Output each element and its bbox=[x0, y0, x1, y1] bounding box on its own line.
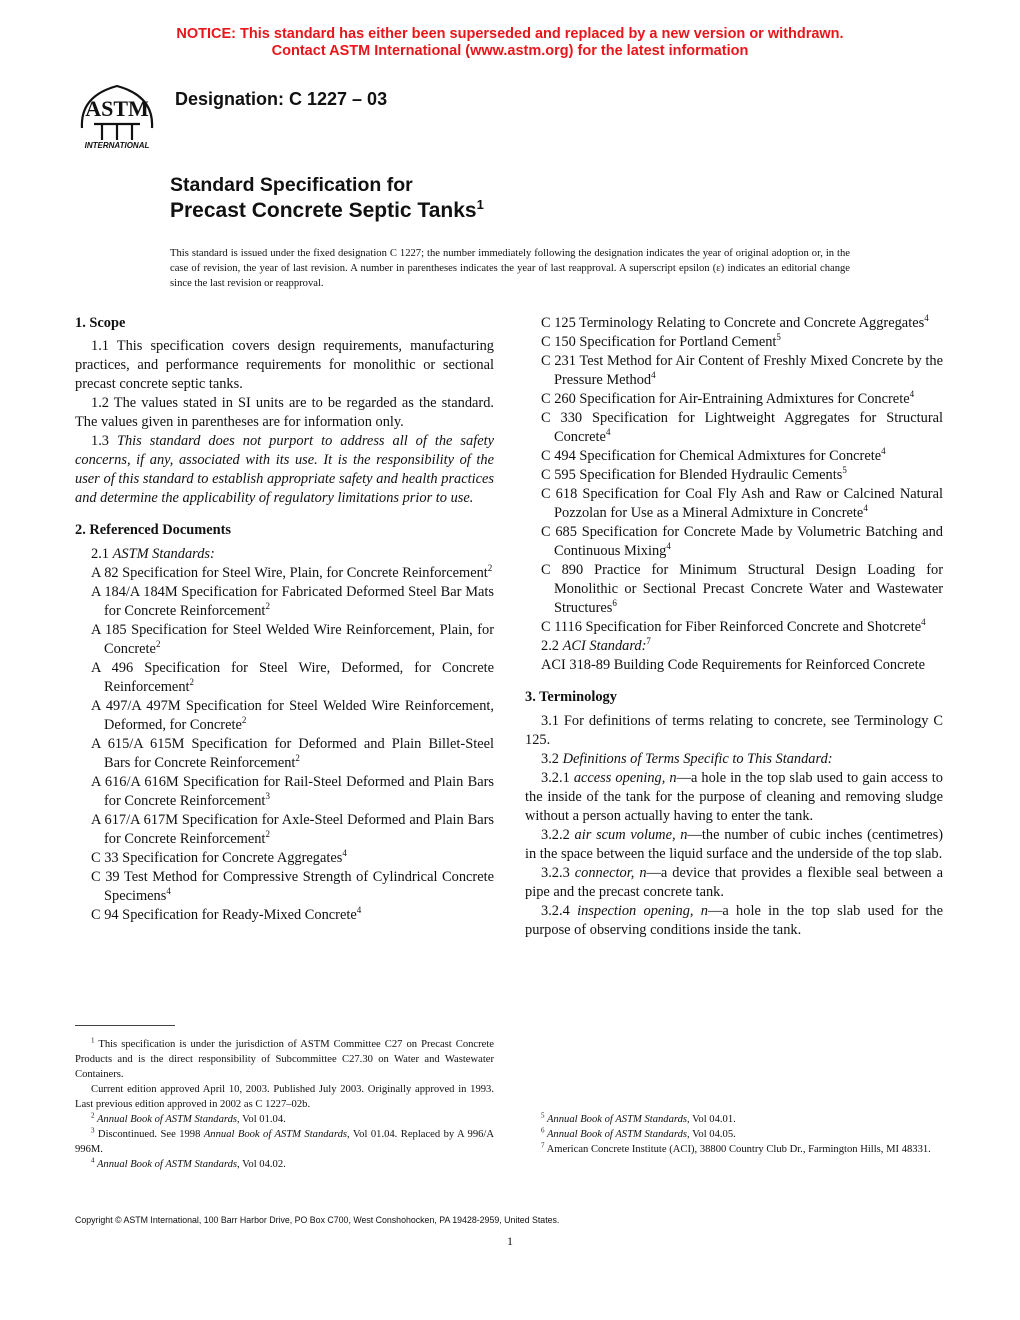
title-line-2 bbox=[170, 197, 484, 223]
definition-item bbox=[525, 769, 943, 826]
aci-reference: ACI 318-89 Building Code Requirements for Reinforced Concrete bbox=[541, 657, 926, 673]
reference-text: A 185 Specification for Steel Welded Wire Reinforcement, Plain, for Concrete bbox=[91, 622, 494, 657]
para-2-2-label: ACI Standard: bbox=[562, 638, 647, 654]
reference-item bbox=[75, 773, 494, 811]
reference-text: C 33 Specification for Concrete Aggregates bbox=[91, 850, 343, 866]
reference-item bbox=[525, 466, 943, 485]
issue-note: This standard is issued under the fixed designation C 1227; the number immediately following the designation indicates the year of original adoption or, in the case of revision, the year of last revision. A number in parentheses indicates the year of last reapproval. A superscript epsilon (ε) indicates an editorial change since the last revision or reapproval. bbox=[170, 248, 850, 289]
reference-item bbox=[75, 697, 494, 735]
reference-item bbox=[75, 906, 494, 925]
reference-text: C 494 Specification for Chemical Admixtures for Concrete bbox=[541, 448, 882, 464]
para-3-2-text: Definitions of Terms Specific to This Standard: bbox=[562, 751, 833, 767]
right-column bbox=[525, 314, 943, 940]
reference-footnote-mark: 4 bbox=[863, 503, 868, 514]
para-2-2 bbox=[525, 637, 943, 656]
fn6-book: Annual Book of ASTM Standards bbox=[544, 1129, 688, 1140]
reference-item bbox=[525, 618, 943, 637]
fn7-mark: 7 bbox=[541, 1141, 545, 1150]
fn1-mark: 1 bbox=[91, 1036, 95, 1045]
fn3-book: Annual Book of ASTM Standards bbox=[203, 1129, 348, 1140]
fn3-mark: 3 bbox=[91, 1126, 95, 1135]
definition-term: connector, n bbox=[574, 865, 647, 881]
footnote-3 bbox=[75, 1127, 494, 1157]
fn4-text: , Vol 04.02. bbox=[237, 1159, 286, 1170]
reference-item bbox=[75, 735, 494, 773]
definition-num: 3.2.2 bbox=[541, 827, 575, 843]
reference-item bbox=[525, 561, 943, 618]
definition-num: 3.2.3 bbox=[541, 865, 575, 881]
reference-text: A 496 Specification for Steel Wire, Deformed, for Concrete Reinforcement bbox=[91, 660, 494, 695]
para-1-3-num: 1.3 bbox=[91, 433, 117, 449]
notice-line-1: NOTICE: This standard has either been superseded and replaced by a new version or withdrawn. bbox=[176, 26, 844, 42]
reference-footnote-mark: 2 bbox=[241, 715, 247, 726]
reference-footnote-mark: 4 bbox=[356, 905, 362, 916]
referenced-standards-list-continued bbox=[525, 314, 943, 637]
logo-subtext: INTERNATIONAL bbox=[84, 141, 150, 150]
supersede-notice bbox=[0, 26, 1020, 60]
reference-footnote-mark: 4 bbox=[881, 446, 886, 457]
reference-item bbox=[75, 868, 494, 906]
reference-footnote-mark: 4 bbox=[909, 389, 915, 400]
reference-item bbox=[525, 485, 943, 523]
reference-text: A 82 Specification for Steel Wire, Plain, for Concrete Reinforcement bbox=[91, 565, 488, 581]
section-2-heading: 2. Referenced Documents bbox=[75, 522, 231, 538]
reference-footnote-mark: 2 bbox=[295, 753, 300, 764]
footnotes-left bbox=[75, 1037, 494, 1172]
reference-text: C 260 Specification for Air-Entraining Admixtures for Concrete bbox=[541, 391, 910, 407]
reference-item bbox=[525, 333, 943, 352]
reference-item bbox=[525, 314, 943, 333]
reference-text: A 615/A 615M Specification for Deformed and Plain Billet-Steel Bars for Concrete Reinforcement bbox=[91, 736, 494, 771]
reference-footnote-mark: 5 bbox=[842, 465, 847, 476]
reference-footnote-mark: 4 bbox=[651, 370, 656, 381]
reference-item bbox=[75, 621, 494, 659]
footnote-6 bbox=[525, 1127, 943, 1142]
definition-text: —a hole in the top slab used to gain access to the inside of the tank for the purpose of cleaning and removing sludge without a person actually having to enter the tank. bbox=[525, 770, 943, 824]
section-3-heading: 3. Terminology bbox=[525, 689, 617, 705]
definition-text: —a device that provides a flexible seal between a pipe and the precast concrete tank. bbox=[525, 865, 943, 900]
para-3-2-num: 3.2 bbox=[541, 751, 563, 767]
reference-text: C 94 Specification for Ready-Mixed Concrete bbox=[91, 907, 357, 923]
designation: Designation: C 1227 – 03 bbox=[175, 89, 388, 109]
definition-num: 3.2.1 bbox=[541, 770, 574, 786]
title-footnote-mark: 1 bbox=[476, 197, 484, 212]
reference-item bbox=[525, 447, 943, 466]
reference-footnote-mark: 5 bbox=[776, 332, 781, 343]
reference-footnote-mark: 2 bbox=[155, 639, 161, 650]
definition-item bbox=[525, 864, 943, 902]
para-1-2: 1.2 The values stated in SI units are to be regarded as the standard. The values given in parentheses are for information only. bbox=[75, 395, 494, 430]
reference-text: C 890 Practice for Minimum Structural Design Loading for Monolithic or Sectional Precast Concrete Water and Wastewater Structures bbox=[541, 562, 943, 616]
footnote-1b: Current edition approved April 10, 2003. Published July 2003. Originally approved in 1993. Last previous edition approved in 2002 as C 1227–02b. bbox=[75, 1084, 494, 1110]
astm-logo bbox=[72, 80, 162, 150]
reference-item bbox=[525, 523, 943, 561]
reference-item bbox=[75, 849, 494, 868]
reference-item bbox=[75, 659, 494, 697]
reference-text: C 125 Terminology Relating to Concrete and Concrete Aggregates bbox=[541, 315, 925, 331]
reference-text: C 150 Specification for Portland Cement bbox=[541, 334, 777, 350]
definition-text: —the number of cubic inches (centimetres) in the space between the liquid surface and the underside of the top slab. bbox=[525, 827, 943, 862]
reference-text: A 497/A 497M Specification for Steel Welded Wire Reinforcement, Deformed, for Concrete bbox=[91, 698, 494, 733]
fn3-text-b: , Vol 01.04. Replaced by A 996/A 996M. bbox=[75, 1129, 495, 1155]
footnote-4 bbox=[75, 1157, 494, 1172]
fn5-book: Annual Book of ASTM Standards bbox=[544, 1114, 688, 1125]
copyright-line: Copyright © ASTM International, 100 Barr Harbor Drive, PO Box C700, West Conshohocken, PA 19428-2959, United States. bbox=[75, 1215, 560, 1225]
notice-line-2: Contact ASTM International (www.astm.org) for the latest information bbox=[271, 43, 749, 59]
fn6-text: , Vol 04.05. bbox=[687, 1129, 736, 1140]
title-main: Precast Concrete Septic Tanks bbox=[170, 199, 477, 222]
title-line-1: Standard Specification for bbox=[170, 174, 413, 196]
footnote-5 bbox=[525, 1112, 943, 1127]
logo-text: ASTM bbox=[85, 96, 149, 121]
fn5-mark: 5 bbox=[541, 1111, 545, 1120]
reference-item bbox=[525, 390, 943, 409]
para-2-2-num: 2.2 bbox=[541, 638, 563, 654]
footnote-7 bbox=[525, 1142, 943, 1157]
referenced-standards-list bbox=[75, 564, 494, 925]
reference-text: C 1116 Specification for Fiber Reinforced Concrete and Shotcrete bbox=[541, 619, 922, 635]
para-2-1-label: ASTM Standards: bbox=[112, 546, 215, 562]
definition-item bbox=[525, 826, 943, 864]
section-1-heading: 1. Scope bbox=[75, 315, 126, 331]
reference-item bbox=[75, 811, 494, 849]
reference-text: C 231 Test Method for Air Content of Freshly Mixed Concrete by the Pressure Method bbox=[541, 353, 943, 388]
reference-text: C 330 Specification for Lightweight Aggregates for Structural Concrete bbox=[541, 410, 943, 445]
para-3-2 bbox=[525, 750, 943, 769]
para-2-1-num: 2.1 bbox=[91, 546, 113, 562]
fn2-text: , Vol 01.04. bbox=[237, 1114, 286, 1125]
fn3-text-a: Discontinued. See 1998 bbox=[94, 1129, 204, 1140]
reference-text: A 184/A 184M Specification for Fabricated Deformed Steel Bar Mats for Concrete Reinforcement bbox=[91, 584, 494, 619]
reference-text: C 39 Test Method for Compressive Strength of Cylindrical Concrete Specimens bbox=[91, 869, 494, 904]
footnote-1 bbox=[75, 1037, 494, 1082]
reference-footnote-mark: 4 bbox=[666, 541, 671, 552]
para-1-3 bbox=[75, 432, 494, 508]
definition-item bbox=[525, 902, 943, 940]
fn1-text: This specification is under the jurisdiction of ASTM Committee C27 on Precast Concrete Products and is the direct responsibility of Subcommittee C27.30 on Water and Wastewater Containers. bbox=[75, 1039, 494, 1080]
reference-footnote-mark: 4 bbox=[924, 313, 929, 324]
para-3-1: 3.1 For definitions of terms relating to concrete, see Terminology C 125. bbox=[525, 713, 943, 748]
reference-text: C 595 Specification for Blended Hydraulic Cements bbox=[541, 467, 843, 483]
definition-term: access opening, n bbox=[573, 770, 677, 786]
reference-item bbox=[525, 409, 943, 447]
footnote-rule bbox=[75, 1025, 175, 1026]
fn7-text: American Concrete Institute (ACI), 38800 Country Club Dr., Farmington Hills, MI 48331. bbox=[544, 1144, 931, 1155]
reference-footnote-mark: 4 bbox=[605, 427, 611, 438]
reference-footnote-mark: 2 bbox=[265, 829, 270, 840]
definition-term: inspection opening, n bbox=[577, 903, 708, 919]
para-1-3-text: This standard does not purport to address all of the safety concerns, if any, associated with its use. It is the responsibility of the user of this standard to establish appropriate safety and health practices and determine the applicability of regulatory limitations prior to use. bbox=[75, 433, 494, 506]
fn5-text: , Vol 04.01. bbox=[687, 1114, 736, 1125]
para-1-1: 1.1 This specification covers design requirements, manufacturing practices, and performance requirements for monolithic or sectional precast concrete septic tanks. bbox=[75, 338, 494, 392]
definition-num: 3.2.4 bbox=[541, 903, 578, 919]
definition-term: air scum volume, n bbox=[574, 827, 688, 843]
reference-item bbox=[75, 583, 494, 621]
fn6-mark: 6 bbox=[541, 1126, 545, 1135]
reference-item bbox=[75, 564, 494, 583]
reference-footnote-mark: 2 bbox=[265, 601, 270, 612]
reference-footnote-mark: 6 bbox=[612, 598, 617, 609]
definition-text: —a hole in the top slab used for the purpose of observing conditions inside the tank. bbox=[525, 903, 943, 938]
footnote-2 bbox=[75, 1112, 494, 1127]
reference-item bbox=[525, 352, 943, 390]
fn4-mark: 4 bbox=[91, 1156, 95, 1165]
para-2-2-footnote-mark: 7 bbox=[646, 636, 651, 647]
fn2-mark: 2 bbox=[91, 1111, 95, 1120]
reference-footnote-mark: 4 bbox=[166, 886, 171, 897]
reference-footnote-mark: 4 bbox=[342, 848, 347, 859]
reference-footnote-mark: 2 bbox=[189, 677, 195, 688]
footnotes-right bbox=[525, 1112, 943, 1157]
page-number: 1 bbox=[507, 1234, 513, 1248]
reference-text: C 618 Specification for Coal Fly Ash and Raw or Calcined Natural Pozzolan for Use as a Mineral Admixture in Concrete bbox=[541, 486, 943, 521]
fn2-book: Annual Book of ASTM Standards bbox=[94, 1114, 238, 1125]
reference-text: A 617/A 617M Specification for Axle-Steel Deformed and Plain Bars for Concrete Reinforcement bbox=[91, 812, 494, 847]
reference-text: A 616/A 616M Specification for Rail-Steel Deformed and Plain Bars for Concrete Reinforcement bbox=[91, 774, 494, 809]
left-column bbox=[75, 314, 494, 925]
para-2-1 bbox=[75, 545, 494, 564]
reference-footnote-mark: 4 bbox=[921, 617, 926, 628]
definitions-list bbox=[525, 769, 943, 940]
fn4-book: Annual Book of ASTM Standards bbox=[94, 1159, 238, 1170]
reference-footnote-mark: 3 bbox=[265, 791, 270, 802]
reference-footnote-mark: 2 bbox=[487, 563, 493, 574]
reference-text: C 685 Specification for Concrete Made by Volumetric Batching and Continuous Mixing bbox=[541, 524, 943, 559]
